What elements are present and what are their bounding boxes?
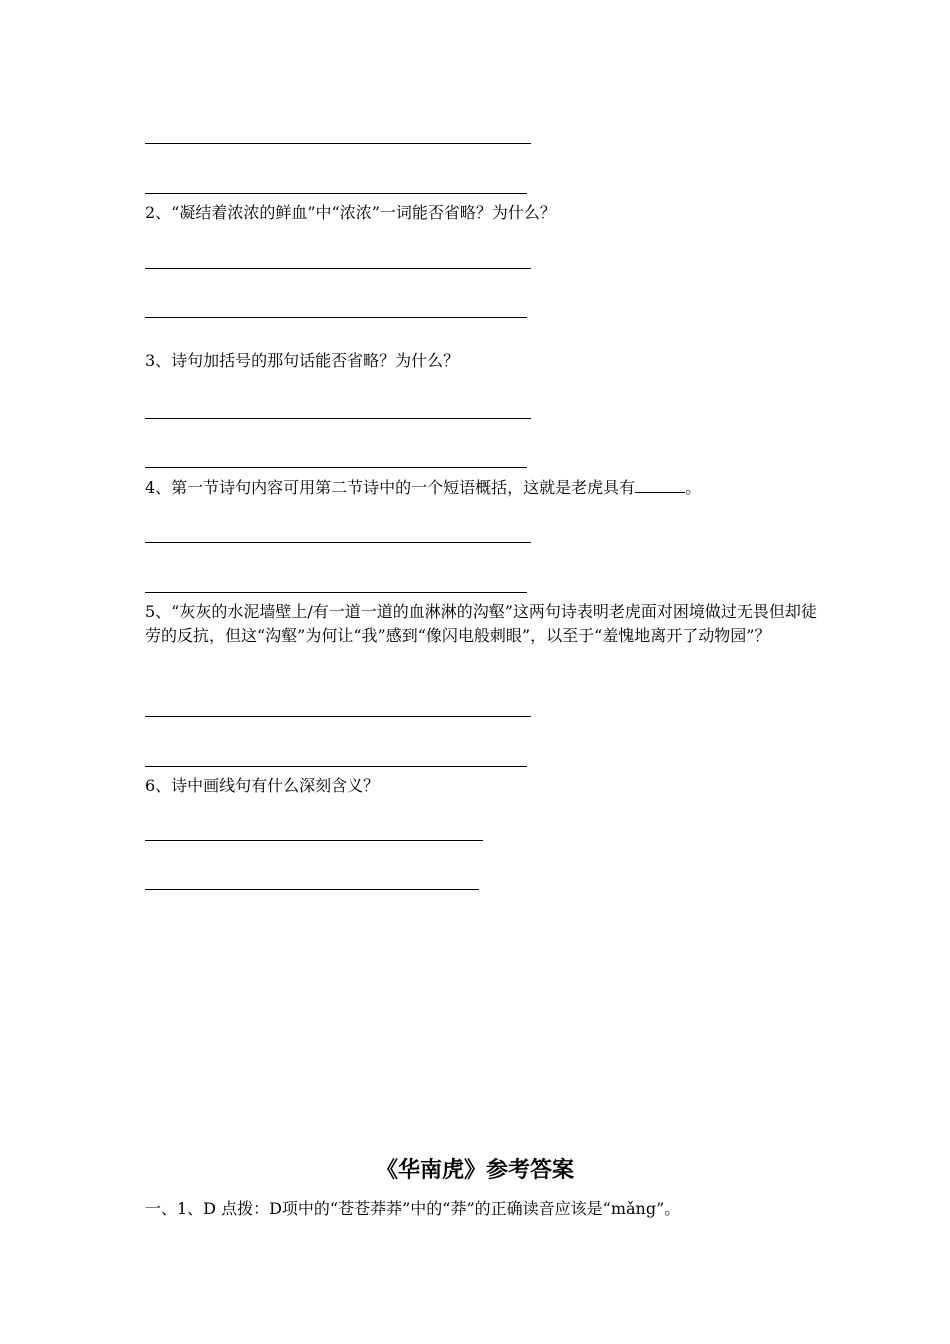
answer-line-1: 一、1、D 点拨：D项中的“苍苍莽莽”中的“莽”的正确读音应该是“mǎng”。	[145, 1199, 681, 1218]
answer-line	[145, 716, 531, 717]
question-5: 5、“灰灰的水泥墙壁上/有一道一道的血淋淋的沟壑”这两句诗表明老虎面对困境做过无畏但却徒劳的反抗，但这“沟壑”为何让“我”感到“像闪电般刺眼”，以至于“羞愧地离开了动物园”？	[145, 602, 817, 645]
answer-line	[145, 889, 479, 890]
question-4-text: 4、第一节诗句内容可用第二节诗中的一个短语概括，这就是老虎具有	[145, 478, 636, 497]
question-6: 6、诗中画线句有什么深刻含义？	[145, 776, 380, 795]
question-2: 2、“凝结着浓浓的鲜血”中“浓浓”一词能否省略？为什么？	[145, 203, 556, 222]
answer-line	[145, 193, 527, 194]
answer-line	[145, 317, 527, 318]
answers-title: 《华南虎》参考答案	[375, 1157, 574, 1183]
answer-line	[145, 143, 531, 144]
answer-line	[145, 268, 531, 269]
question-4-end: 。	[685, 478, 702, 497]
answer-line	[145, 840, 483, 841]
answer-line	[145, 467, 527, 468]
question-3: 3、诗句加括号的那句话能否省略？为什么？	[145, 351, 460, 370]
fill-blank[interactable]	[635, 478, 685, 493]
answer-line	[145, 766, 527, 767]
answer-line	[145, 418, 531, 419]
answer-line	[145, 592, 527, 593]
answer-line	[145, 542, 531, 543]
question-4	[145, 476, 701, 500]
